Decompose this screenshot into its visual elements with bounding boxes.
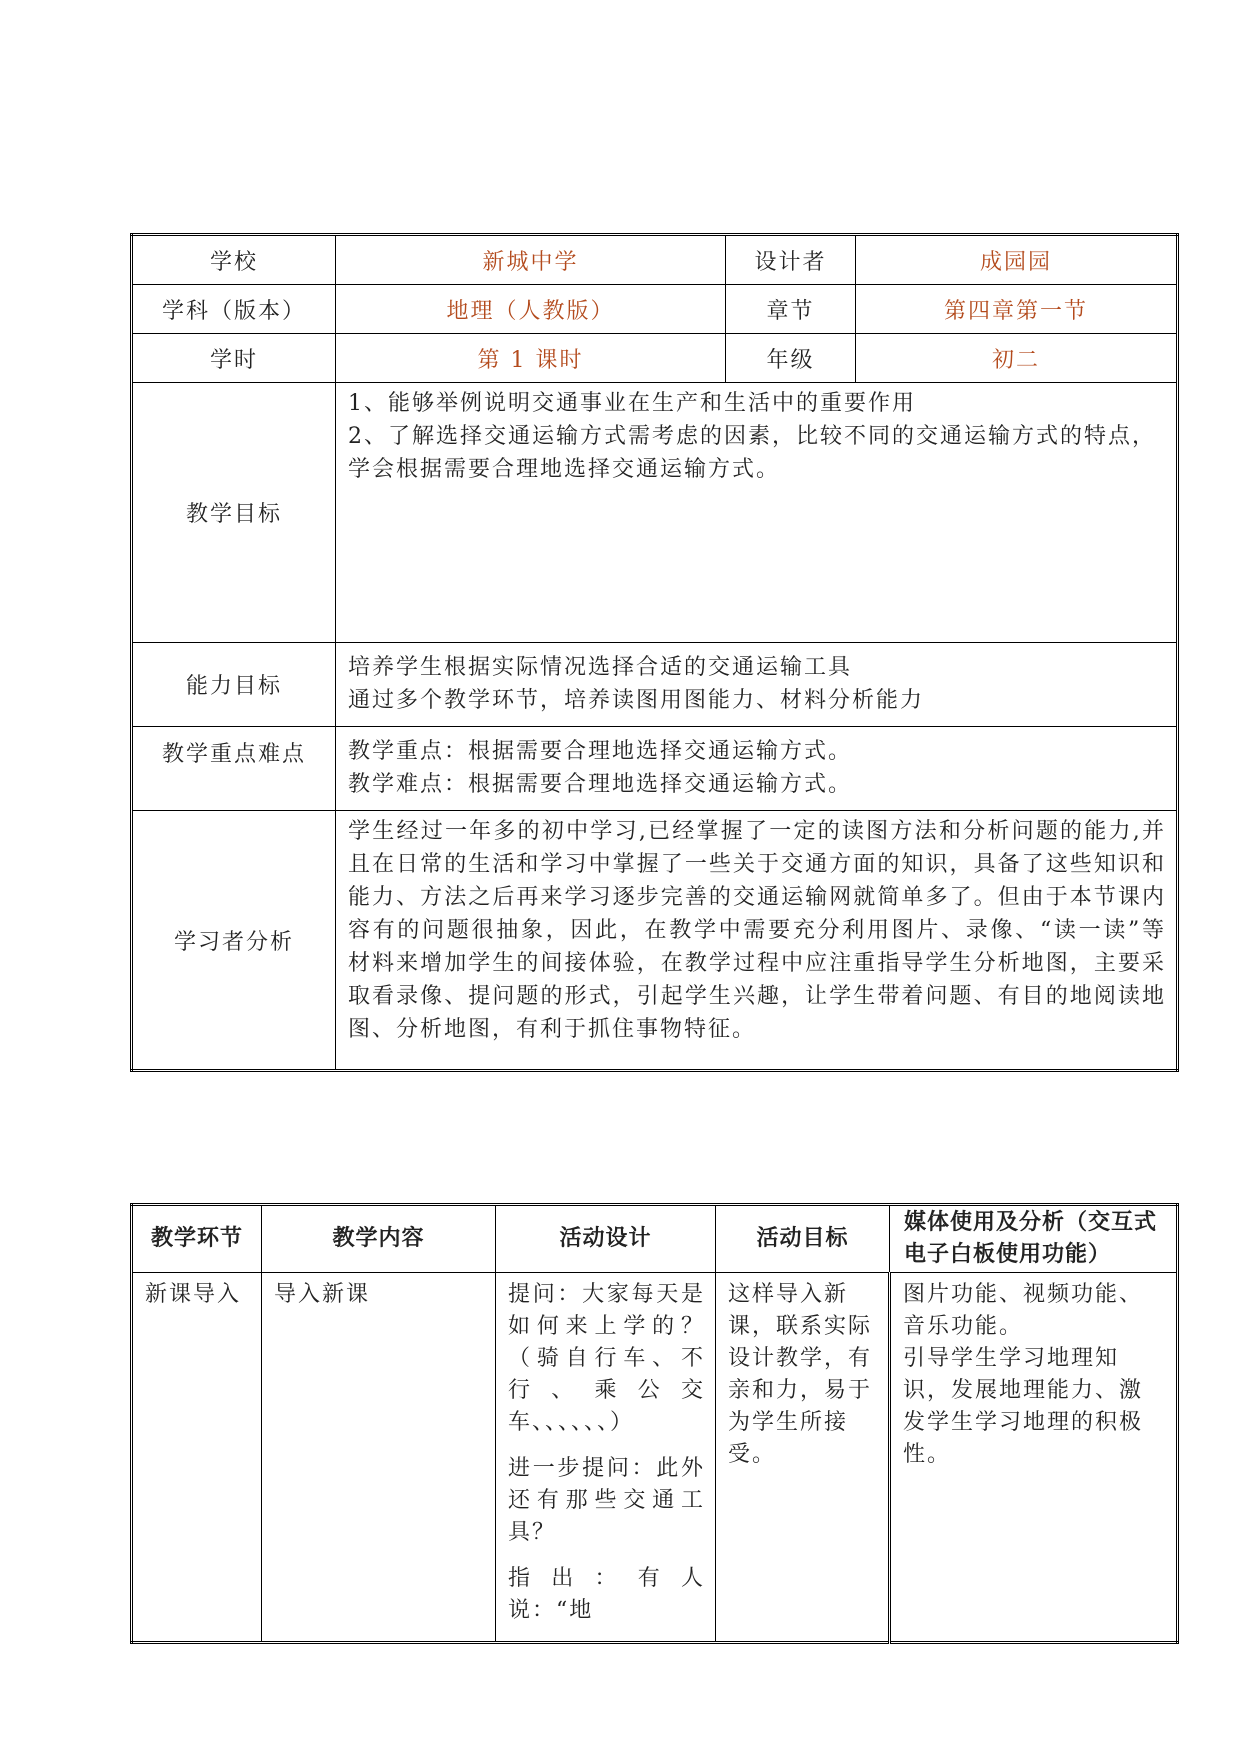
designer-label: 设计者 (726, 235, 856, 285)
header-objective: 活动目标 (716, 1205, 890, 1273)
ability-line: 培养学生根据实际情况选择合适的交通运输工具 (348, 655, 853, 680)
objective-cell: 这样导入新课，联系实际设计教学，有亲和力，易于为学生所接受。 (716, 1273, 890, 1643)
activity-para: 提问：大家每天是如何来上学的？（骑自行车、不行、乘公交车、、、、、、） (508, 1282, 705, 1435)
plan-header-row (132, 1205, 1178, 1273)
info-row-ability (132, 643, 1178, 727)
key-line: 教学重点：根据需要合理地选择交通运输方式。 (348, 739, 853, 764)
key-label: 教学重点难点 (132, 727, 336, 811)
stage-cell: 新课导入 (132, 1273, 262, 1643)
media-para: 图片功能、视频功能、音乐功能。 (903, 1282, 1144, 1339)
info-row-school (132, 235, 1178, 285)
goal-content (336, 383, 1178, 643)
school-label: 学校 (132, 235, 336, 285)
learner-content (336, 811, 1178, 1071)
info-row-key-points (132, 727, 1178, 811)
media-para: 引导学生学习地理知识，发展地理能力、激发学生学习地理的积极性。 (903, 1346, 1144, 1467)
chapter-label: 章节 (726, 285, 856, 334)
key-content (336, 727, 1178, 811)
grade-value: 初二 (856, 334, 1178, 383)
activity-para: 进一步提问：此外还有那些交通工具？ (508, 1456, 705, 1545)
activity-cell (496, 1273, 716, 1643)
chapter-value: 第四章第一节 (856, 285, 1178, 334)
goal-line: 2、了解选择交通运输方式需考虑的因素，比较不同的交通运输方式的特点，学会根据需要合理地选择交通运输方式。 (348, 424, 1156, 482)
info-row-hours (132, 334, 1178, 383)
info-row-subject (132, 285, 1178, 334)
subject-label: 学科（版本） (132, 285, 336, 334)
subject-value: 地理（人教版） (336, 285, 726, 334)
school-value: 新城中学 (336, 235, 726, 285)
hours-label: 学时 (132, 334, 336, 383)
learner-text: 学生经过一年多的初中学习,已经掌握了一定的读图方法和分析问题的能力,并且在日常的生活和学习中掌握了一些关于交通方面的知识，具备了这些知识和能力、方法之后再来学习逐步完善的交通运输网就简单多了。但由于本节课内容有的问题很抽象，因此，在教学中需要充分利用图片、录像、“读一读”等材料来增加学生的间接体验，在教学过程中应注重指导学生分析地图，主要采取看录像、提问题的形式，引起学生兴趣，让学生带着问题、有目的地阅读地图、分析地图，有利于抓住事物特征。 (348, 819, 1166, 1042)
ability-line: 通过多个教学环节，培养读图用图能力、材料分析能力 (348, 688, 925, 713)
lesson-info-table (130, 233, 1179, 1072)
header-stage: 教学环节 (132, 1205, 262, 1273)
key-line: 教学难点：根据需要合理地选择交通运输方式。 (348, 772, 853, 797)
header-activity: 活动设计 (496, 1205, 716, 1273)
plan-row-intro (132, 1273, 1178, 1643)
info-row-learner (132, 811, 1178, 1071)
learner-label: 学习者分析 (132, 811, 336, 1071)
goal-line: 1、能够举例说明交通事业在生产和生活中的重要作用 (348, 391, 916, 416)
ability-content (336, 643, 1178, 727)
info-row-goals (132, 383, 1178, 643)
teaching-process-table (130, 1203, 1179, 1644)
activity-para: 指出：有人说：“地 (508, 1566, 705, 1623)
designer-value: 成园园 (856, 235, 1178, 285)
grade-label: 年级 (726, 334, 856, 383)
goal-label: 教学目标 (132, 383, 336, 643)
ability-label: 能力目标 (132, 643, 336, 727)
header-content: 教学内容 (262, 1205, 496, 1273)
media-cell (890, 1273, 1178, 1643)
hours-value: 第 1 课时 (336, 334, 726, 383)
header-media: 媒体使用及分析（交互式电子白板使用功能） (890, 1205, 1178, 1273)
content-cell: 导入新课 (262, 1273, 496, 1643)
